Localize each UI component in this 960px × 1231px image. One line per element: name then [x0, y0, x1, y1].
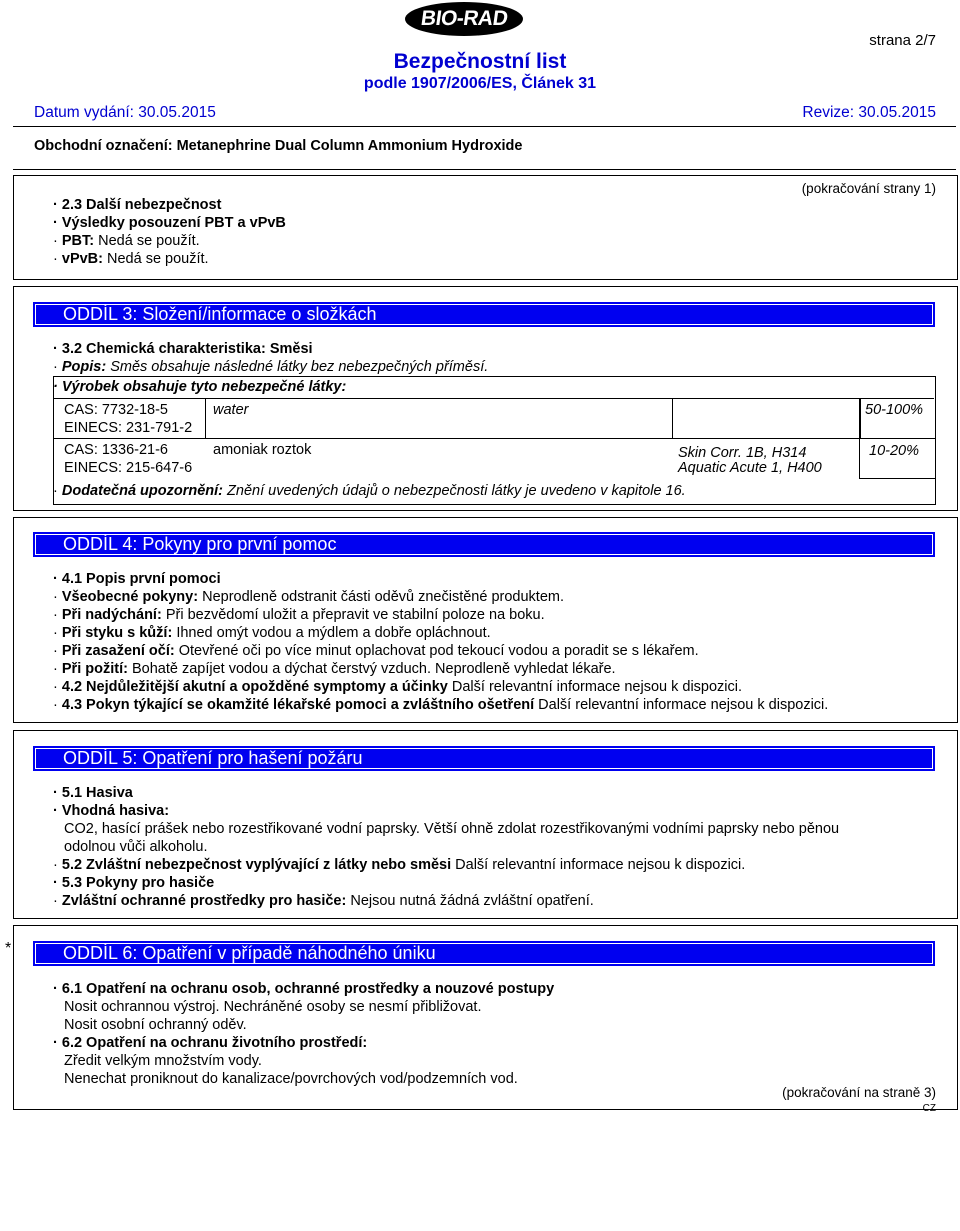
s6-line-6: Nenechat proniknout do kanalizace/povrchových vod/podzemních vod. — [64, 1071, 518, 1087]
continued-from-label: (pokračování strany 1) — [801, 181, 936, 196]
row2-hazard-2: Aquatic Acute 1, H400 — [678, 460, 822, 476]
trade-name-rule — [13, 169, 956, 170]
s3-line-1: · 3.2 Chemická charakteristika: Směsi — [53, 341, 313, 357]
s5-line-3: CO2, hasící prášek nebo rozestřikované vodní paprsky. Větší ohně zdolat rozestřikovanými vodními paprsky nebo pěnou — [64, 821, 840, 837]
s4-line-6: · Při požití: Bohatě zapíjet vodou a dýchat čerstvý vzduch. Neprodleně vyhledat lékaře. — [53, 661, 616, 677]
s3-line-3: · Výrobek obsahuje tyto nebezpečné látky: — [53, 379, 347, 395]
s3-note: · Dodatečná upozornění: Znění uvedených údajů o nebezpečnosti látky je uvedeno v kapitole 16. — [53, 483, 686, 499]
row1-cas: CAS: 7732-18-5 — [64, 402, 168, 418]
row2-concentration: 10-20% — [869, 443, 919, 459]
trade-name: Obchodní označení: Metanephrine Dual Column Ammonium Hydroxide — [34, 138, 523, 154]
row2-einecs: EINECS: 215-647-6 — [64, 460, 193, 476]
issue-date: Datum vydání: 30.05.2015 — [34, 104, 216, 121]
s5-line-4: odolnou vůči alkoholu. — [64, 839, 208, 855]
row1-name: water — [213, 402, 249, 418]
s4-line-2: · Všeobecné pokyny: Neprodleně odstranit části oděvů znečistěné produktem. — [53, 589, 564, 605]
s4-line-3: · Při nadýchání: Při bezvědomí uložit a přepravit ve stabilní poloze na boku. — [53, 607, 545, 623]
document-subtitle: podle 1907/2006/ES, Článek 31 — [363, 75, 597, 92]
s5-line-1: · 5.1 Hasiva — [53, 785, 133, 801]
revision-date: Revize: 30.05.2015 — [802, 104, 936, 121]
row2-conc-cell — [859, 438, 935, 479]
row2-cas: CAS: 1336-21-6 — [64, 442, 168, 458]
s4-line-1: · 4.1 Popis první pomoci — [53, 571, 221, 587]
s6-line-1: · 6.1 Opatření na ochranu osob, ochranné prostředky a nouzové postupy — [53, 981, 555, 997]
section-3-heading-bar — [33, 302, 935, 327]
s6-line-3: Nosit osobní ochranný oděv. — [64, 1017, 247, 1033]
row1-einecs: EINECS: 231-791-2 — [64, 420, 193, 436]
continued-to-label: (pokračování na straně 3) — [782, 1085, 936, 1100]
change-marker: * — [5, 940, 12, 957]
row1-hazard-cell — [672, 398, 861, 439]
s5-line-6: · 5.3 Pokyny pro hasiče — [53, 875, 215, 891]
bio-rad-logo: BIO-RAD — [405, 2, 523, 36]
section-5-heading-bar — [33, 746, 935, 771]
s4-line-5: · Při zasažení očí: Otevřené oči po více minut oplachovat pod tekoucí vodou a poradit se s lékařem. — [53, 643, 699, 659]
section-6-heading-bar — [33, 941, 935, 966]
language-code: CZ — [922, 1103, 936, 1114]
s6-line-4: · 6.2 Opatření na ochranu životního prostředí: — [53, 1035, 368, 1051]
s5-line-7: · Zvláštní ochranné prostředky pro hasiče: Nejsou nutná žádná zvláštní opatření. — [53, 893, 594, 909]
s2-line-4: · vPvB: Nedá se použít. — [53, 251, 209, 267]
section-3-heading: ODDÍL 3: Složení/informace o složkách — [63, 304, 377, 324]
s2-line-1: · 2.3 Další nebezpečnost — [53, 197, 222, 213]
s2-line-3: · PBT: Nedá se použít. — [53, 233, 200, 249]
section-4-heading: ODDÍL 4: Pokyny pro první pomoc — [63, 534, 337, 554]
row1-conc-cell — [859, 398, 936, 439]
s3-line-2: · Popis: Směs obsahuje následné látky bez nebezpečných příměsí. — [53, 359, 489, 375]
s5-line-5: · 5.2 Zvláštní nebezpečnost vyplývající z látky nebo směsi Další relevantní informace nejsou k dispozici. — [53, 857, 746, 873]
s2-line-2: · Výsledky posouzení PBT a vPvB — [53, 215, 286, 231]
section-6-heading: ODDÍL 6: Opatření v případě náhodného úniku — [63, 943, 436, 963]
s6-line-2: Nosit ochrannou výstroj. Nechráněné osoby se nesmí přibližovat. — [64, 999, 482, 1015]
section-5-heading: ODDÍL 5: Opatření pro hašení požáru — [63, 748, 363, 768]
s4-line-7: · 4.2 Nejdůležitější akutní a opožděné symptomy a účinky Další relevantní informace nejsou k dispozici. — [53, 679, 743, 695]
s4-line-8: · 4.3 Pokyn týkající se okamžité lékařské pomoci a zvláštního ošetření Další relevantní informace nejsou k dispozici. — [53, 697, 829, 713]
row2-hazard-1: Skin Corr. 1B, H314 — [678, 445, 807, 461]
row1-cas-border — [53, 398, 206, 439]
page-number: strana 2/7 — [869, 32, 936, 49]
s5-line-2: · Vhodná hasiva: — [53, 803, 170, 819]
document-title: Bezpečnostní list — [393, 50, 567, 73]
section-4-heading-bar — [33, 532, 935, 557]
s4-line-4: · Při styku s kůží: Ihned omýt vodou a mýdlem a dobře opláchnout. — [53, 625, 491, 641]
s6-line-5: Zředit velkým množstvím vody. — [64, 1053, 262, 1069]
row2-name: amoniak roztok — [213, 442, 312, 458]
header-rule — [13, 126, 956, 127]
row1-concentration: 50-100% — [865, 402, 924, 418]
